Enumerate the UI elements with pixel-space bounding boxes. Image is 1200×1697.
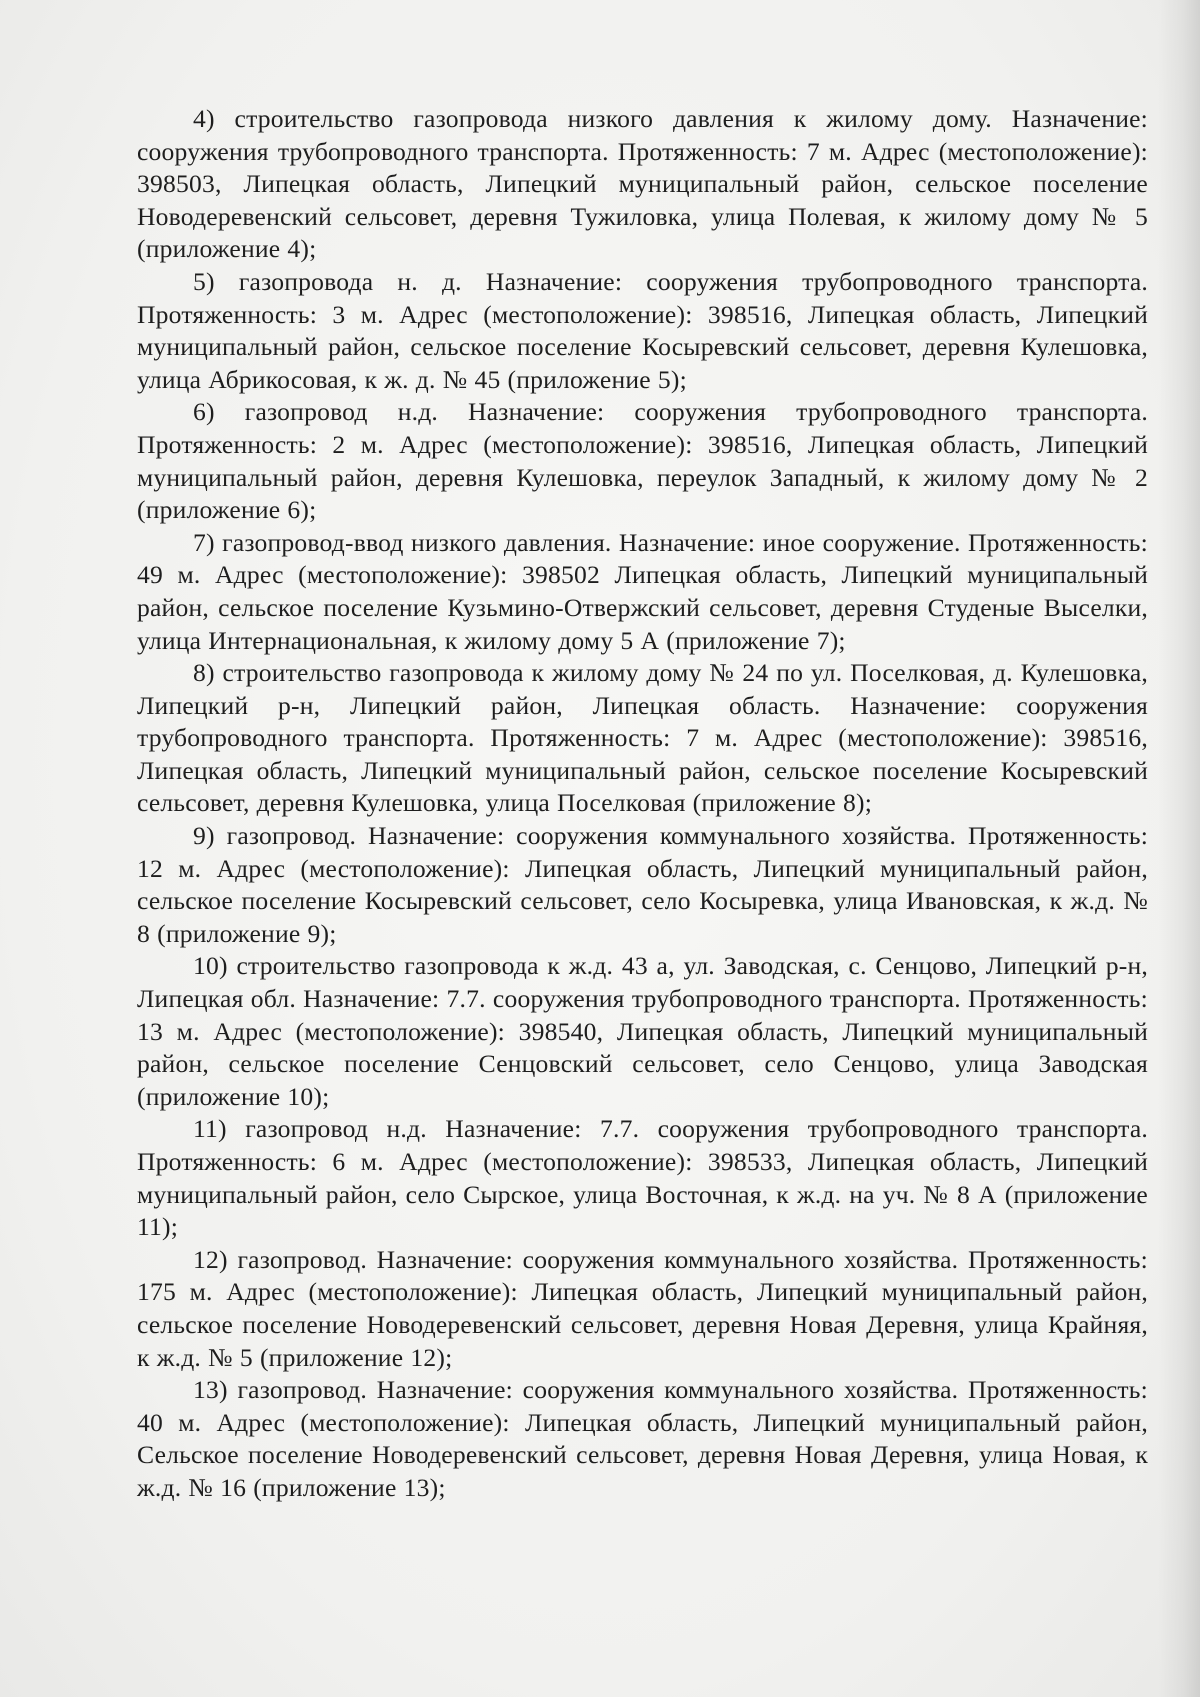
list-item-7: 7) газопровод-ввод низкого давления. Назначение: иное сооружение. Протяженность: 49 м. Адрес (местоположение): 398502 Липецкая область, Липецкий муниципальный район, сельское поселение Кузьмино-Отвержский сельсовет, деревня Студеные Выселки, улица Интернациональная, к жилому дому 5 А (приложение 7); [137,527,1148,655]
list-item-8: 8) строительство газопровода к жилому дому № 24 по ул. Поселковая, д. Кулешовка, Липецкий р-н, Липецкий район, Липецкая область. Назначение: сооружения трубопроводного транспорта. Протяженность: 7 м. Адрес (местоположение): 398516, Липецкая область, Липецкий муниципальный район, сельское поселение Косыревский сельсовет, деревня Кулешовка, улица Поселковая (приложение 8); [137,658,1148,818]
scan-edge-shadow [1158,0,1200,1697]
list-item-9: 9) газопровод. Назначение: сооружения коммунального хозяйства. Протяженность: 12 м. Адрес (местоположение): Липецкая область, Липецкий муниципальный район, сельское поселение Косыревский сельсовет, село Косыревка, улица Ивановская, к ж.д. № 8 (приложение 9); [137,821,1148,948]
list-item-4: 4) строительство газопровода низкого давления к жилому дому. Назначение: сооружения трубопроводного транспорта. Протяженность: 7 м. Адрес (местоположение): 398503, Липецкая область, Липецкий муниципальный район, сельское поселение Новодеревенский сельсовет, деревня Тужиловка, улица Полевая, к жилому дому № 5 (приложение 4); [137,104,1148,264]
list-item-6: 6) газопровод н.д. Назначение: сооружения трубопроводного транспорта. Протяженность: 2 м. Адрес (местоположение): 398516, Липецкая область, Липецкий муниципальный район, деревня Кулешовка, переулок Западный, к жилому дому № 2 (приложение 6); [137,397,1148,525]
list-item-13: 13) газопровод. Назначение: сооружения коммунального хозяйства. Протяженность: 40 м. Адрес (местоположение): Липецкая область, Липецкий муниципальный район, Сельское поселение Новодеревенский сельсовет, деревня Новая Деревня, улица Новая, к ж.д. № 16 (приложение 13); [137,1375,1148,1502]
list-item-10: 10) строительство газопровода к ж.д. 43 а, ул. Заводская, с. Сенцово, Липецкий р-н, Липецкая обл. Назначение: 7.7. сооружения трубопроводного транспорта. Протяженность: 13 м. Адрес (местоположение): 398540, Липецкая область, Липецкий муниципальный район, сельское поселение Сенцовский сельсовет, село Сенцово, улица Заводская (приложение 10); [137,951,1148,1111]
list-item-5: 5) газопровода н. д. Назначение: сооружения трубопроводного транспорта. Протяженность: 3 м. Адрес (местоположение): 398516, Липецкая область, Липецкий муниципальный район, сельское поселение Косыревский сельсовет, деревня Кулешовка, улица Абрикосовая, к ж. д. № 45 (приложение 5); [137,266,1148,394]
list-item-11: 11) газопровод н.д. Назначение: 7.7. сооружения трубопроводного транспорта. Протяженность: 6 м. Адрес (местоположение): 398533, Липецкая область, Липецкий муниципальный район, село Сырское, улица Восточная, к ж.д. на уч. № 8 А (приложение 11); [137,1114,1148,1242]
list-item-12: 12) газопровод. Назначение: сооружения коммунального хозяйства. Протяженность: 175 м. Адрес (местоположение): Липецкая область, Липецкий муниципальный район, сельское поселение Новодеревенский сельсовет, деревня Новая Деревня, улица Крайняя, к ж.д. № 5 (приложение 12); [137,1244,1148,1372]
document-body [137,103,1148,1505]
